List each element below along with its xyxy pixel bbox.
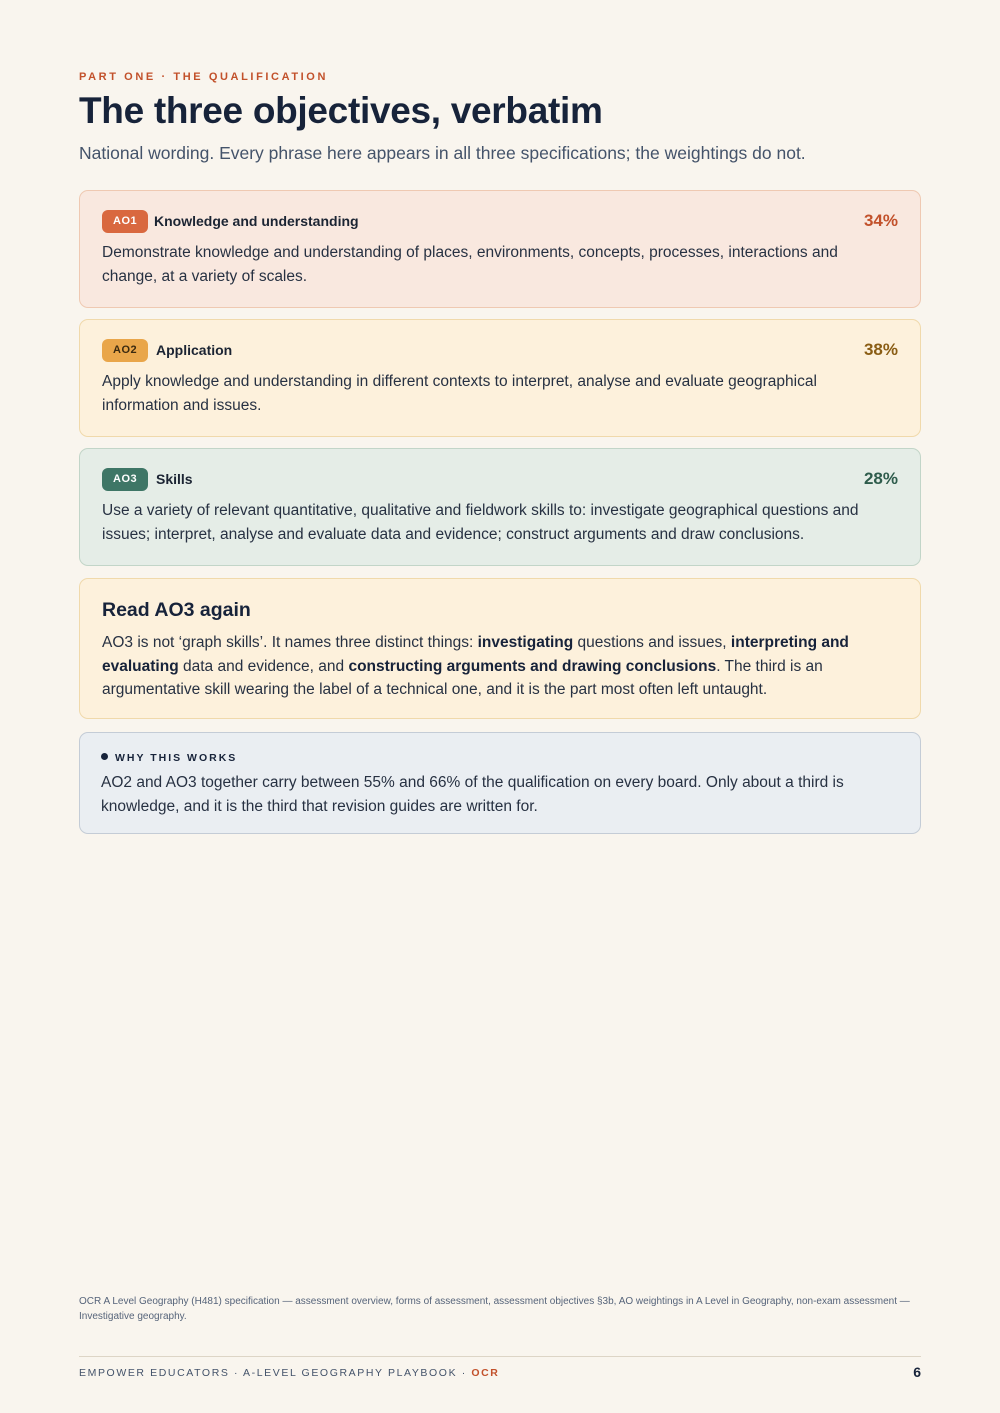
callout-text-part: AO3 is not ‘graph skills’. It names three distinct things: xyxy=(102,634,478,651)
why-label xyxy=(101,752,237,764)
page-subtitle: National wording. Every phrase here appears in all three specifications; the weightings do not. xyxy=(79,143,806,163)
why-text: AO2 and AO3 together carry between 55% and 66% of the qualification on every board. Only about a third is knowledge, and it is the third that revision guides are written for. xyxy=(101,774,844,815)
callout-emphasis: constructing arguments and drawing conclusions xyxy=(348,657,717,675)
why-this-works-box xyxy=(79,732,921,834)
objective-weighting: 28% xyxy=(863,469,898,488)
objective-text: Use a variety of relevant quantitative, qualitative and fieldwork skills to: investigate geographical questions and issues; interpret, analyse and evaluate data and evidence; construct arguments and draw conclusions. xyxy=(102,502,859,543)
objective-card-ao1 xyxy=(79,190,921,308)
objective-code-badge: AO1 xyxy=(102,210,148,233)
callout-emphasis: investigating xyxy=(477,634,574,651)
page-title: The three objectives, verbatim xyxy=(79,90,603,131)
objective-header xyxy=(102,210,898,234)
footer-text: EMPOWER EDUCATORS · A-LEVEL GEOGRAPHY PLAYBOOK · xyxy=(79,1367,472,1379)
callout-title: Read AO3 again xyxy=(102,599,251,621)
objective-name: Application xyxy=(156,342,233,358)
page-number: 6 xyxy=(913,1364,921,1380)
objective-name: Skills xyxy=(156,471,193,487)
objective-code-badge: AO2 xyxy=(102,339,148,362)
callout-emphasis: interpreting and evaluating xyxy=(102,634,849,675)
objective-card-ao3 xyxy=(79,448,921,566)
objective-weighting: 34% xyxy=(863,211,898,230)
objective-weighting: 38% xyxy=(863,340,898,359)
source-note: OCR A Level Geography (H481) specification — assessment overview, forms of assessment, assessment objectives §3b, AO weightings in A Level in Geography, non-exam assessment — Investigative geography. xyxy=(79,1296,910,1322)
callout-text-part: data and evidence, and xyxy=(178,657,349,675)
objective-code-badge: AO3 xyxy=(102,468,148,491)
objective-text: Demonstrate knowledge and understanding of places, environments, concepts, processes, interactions and change, at a variety of scales. xyxy=(102,244,838,285)
objective-header xyxy=(102,339,898,363)
read-ao3-callout xyxy=(79,578,921,719)
objective-header xyxy=(102,468,898,492)
callout-text-part: . The third is an argumentative skill wearing the label of a technical one, and it is the part most often left untaught. xyxy=(102,657,823,698)
section-eyebrow: PART ONE · THE QUALIFICATION xyxy=(79,71,328,83)
objective-name: Knowledge and understanding xyxy=(154,213,359,229)
callout-text xyxy=(102,631,876,702)
callout-text-part: questions and issues, xyxy=(573,634,731,651)
objective-text: Apply knowledge and understanding in different contexts to interpret, analyse and evaluate geographical information and issues. xyxy=(102,373,817,414)
why-label-text: WHY THIS WORKS xyxy=(115,752,238,764)
objective-card-ao2 xyxy=(79,319,921,437)
footer-divider xyxy=(79,1356,921,1357)
page xyxy=(79,0,921,1413)
bullet-dot-icon xyxy=(101,753,108,760)
footer-running-title xyxy=(79,1367,499,1379)
footer-board: OCR xyxy=(471,1367,500,1379)
